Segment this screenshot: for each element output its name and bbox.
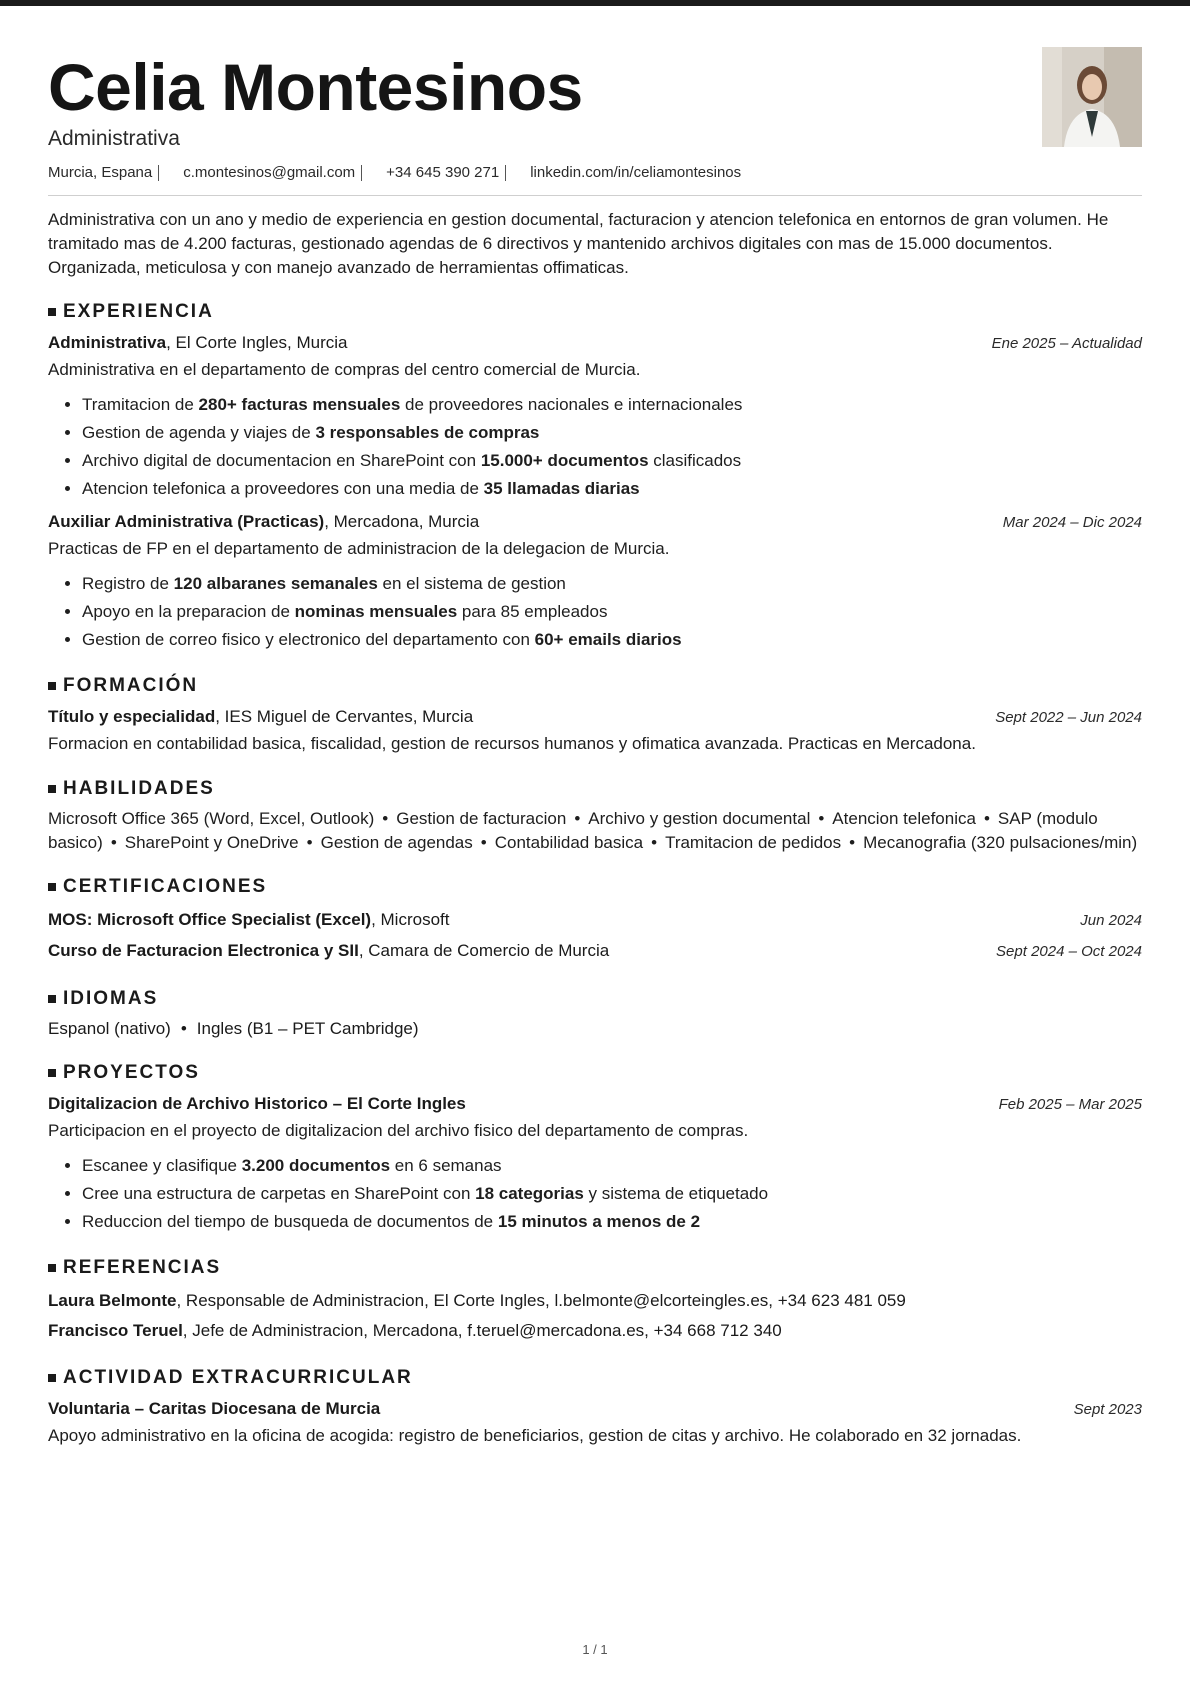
certification-dates: Sept 2024 – Oct 2024 [996, 943, 1142, 960]
section-title-idiomas [48, 987, 1142, 1011]
language-item: Ingles (B1 – PET Cambridge) [196, 1019, 419, 1038]
section-title-extracurricular [48, 1366, 1142, 1390]
section-title-text: HABILIDADES [63, 778, 215, 799]
activity-name: Voluntaria – Caritas Diocesana de Murcia [48, 1399, 381, 1418]
section-habilidades [48, 777, 1142, 855]
education-school: , IES Miguel de Cervantes, Murcia [215, 707, 474, 726]
contact-divider [361, 165, 362, 181]
job-achievements [48, 570, 1142, 654]
education-degree: Título y especialidad [48, 707, 216, 726]
project-title [48, 1091, 466, 1117]
bullet-highlight: 15 minutos a menos de 2 [497, 1212, 701, 1231]
bullet-text: en el sistema de gestion [377, 574, 566, 593]
section-certificaciones [48, 875, 1142, 967]
square-bullet-icon [48, 883, 56, 891]
section-title-certificaciones [48, 875, 1142, 899]
section-title-text: ACTIVIDAD EXTRACURRICULAR [63, 1367, 413, 1388]
project-achievements [48, 1152, 1142, 1236]
activity-header [48, 1396, 1142, 1423]
list-item [82, 1208, 1142, 1236]
certification-dates: Jun 2024 [1080, 912, 1142, 929]
education-description: Formacion en contabilidad basica, fiscalidad, gestion de recursos humanos y ofimatica avanzada. Practicas en Mercadona. [48, 734, 976, 753]
bullet-text: y sistema de etiquetado [583, 1184, 769, 1203]
project-entry [48, 1091, 1142, 1236]
skill-separator: • [849, 833, 856, 852]
job-position: Auxiliar Administrativa (Practicas) [48, 512, 325, 531]
certification-issuer: , Microsoft [371, 910, 450, 929]
bullet-text: Gestion de correo fisico y electronico del departamento con [82, 630, 535, 649]
contact-line [48, 164, 1142, 181]
job-company: , El Corte Ingles, Murcia [166, 333, 348, 352]
job-dates: Ene 2025 – Actualidad [991, 335, 1142, 352]
list-item [82, 570, 1142, 598]
header-divider [48, 195, 1142, 196]
square-bullet-icon [48, 995, 56, 1003]
reference-name: Laura Belmonte [48, 1291, 177, 1310]
job-entry [48, 509, 1142, 654]
square-bullet-icon [48, 1374, 56, 1382]
skill-separator: • [818, 809, 825, 828]
skill-item: Atencion telefonica [832, 809, 976, 828]
bullet-text: de proveedores nacionales e internacionales [400, 395, 743, 414]
job-description: Administrativa en el departamento de compras del centro comercial de Murcia. [48, 360, 641, 379]
bullet-text: Escanee y clasifique [82, 1156, 242, 1175]
certification-entry [48, 936, 1142, 967]
bullet-highlight: 3.200 documentos [241, 1156, 391, 1175]
bullet-text: Atencion telefonica a proveedores con una media de [82, 479, 484, 498]
section-proyectos [48, 1061, 1142, 1236]
skill-item: Tramitacion de pedidos [665, 833, 842, 852]
contact-divider [505, 165, 506, 181]
certification-title [48, 936, 609, 966]
languages-list [48, 1017, 1142, 1041]
section-title-referencias [48, 1256, 1142, 1280]
bullet-text: Registro de [82, 574, 174, 593]
reference-entry [48, 1286, 1142, 1316]
square-bullet-icon [48, 1069, 56, 1077]
skills-list [48, 807, 1142, 855]
job-position: Administrativa [48, 333, 167, 352]
profile-photo [1042, 47, 1142, 147]
resume-page [48, 50, 1142, 1449]
activity-dates: Sept 2023 [1073, 1401, 1142, 1418]
project-name: Digitalizacion de Archivo Historico – El Corte Ingles [48, 1094, 466, 1113]
certification-issuer: , Camara de Comercio de Murcia [358, 941, 610, 960]
certification-title [48, 905, 449, 935]
reference-details: , Responsable de Administracion, El Corte Ingles, l.belmonte@elcorteingles.es, +34 623 481 059 [176, 1291, 906, 1310]
certification-name: MOS: Microsoft Office Specialist (Excel) [48, 910, 372, 929]
skill-separator: • [110, 833, 117, 852]
job-title [48, 330, 348, 356]
bullet-highlight: nominas mensuales [294, 602, 458, 621]
section-idiomas [48, 987, 1142, 1041]
job-dates: Mar 2024 – Dic 2024 [1002, 514, 1142, 531]
contact-email[interactable]: c.montesinos@gmail.com [183, 164, 356, 181]
bullet-highlight: 18 categorias [475, 1184, 584, 1203]
language-item: Espanol (nativo) [48, 1019, 171, 1038]
reference-details: , Jefe de Administracion, Mercadona, f.teruel@mercadona.es, +34 668 712 340 [182, 1321, 782, 1340]
certification-entry [48, 905, 1142, 936]
skill-item: Archivo y gestion documental [588, 809, 811, 828]
education-header [48, 704, 1142, 731]
job-title [48, 509, 479, 535]
profile-summary: Administrativa con un ano y medio de experiencia en gestion documental, facturacion y atencion telefonica en entornos de gran volumen. He tramitado mas de 4.200 facturas, gestionado agendas de 6 directivos y mantenido archivos digitales con mas de 15.000 documentos. Organizada, meticulosa y con manejo avanzado de herramientas offimaticas. [48, 210, 1109, 277]
education-title [48, 704, 473, 730]
list-item [82, 1152, 1142, 1180]
section-title-experiencia [48, 300, 1142, 324]
section-title-text: PROYECTOS [63, 1062, 200, 1083]
section-title-text: FORMACIÓN [63, 675, 199, 696]
contact-phone[interactable]: +34 645 390 271 [386, 164, 500, 181]
job-achievements [48, 391, 1142, 503]
project-header [48, 1091, 1142, 1118]
bullet-text: Gestion de agenda y viajes de [82, 423, 316, 442]
list-item [82, 1180, 1142, 1208]
section-title-text: EXPERIENCIA [63, 301, 214, 322]
bullet-text: para 85 empleados [457, 602, 608, 621]
education-dates: Sept 2022 – Jun 2024 [995, 709, 1142, 726]
section-formacion [48, 674, 1142, 757]
bullet-text: en 6 semanas [390, 1156, 502, 1175]
skill-separator: • [651, 833, 658, 852]
bullet-text: Apoyo en la preparacion de [82, 602, 295, 621]
contact-divider [158, 165, 159, 181]
bullet-highlight: 35 llamadas diarias [483, 479, 640, 498]
list-item [82, 598, 1142, 626]
bullet-text: Tramitacion de [82, 395, 199, 414]
activity-title [48, 1396, 380, 1422]
section-title-habilidades [48, 777, 1142, 801]
section-title-text: CERTIFICACIONES [63, 876, 268, 897]
contact-location: Murcia, Espana [48, 164, 153, 181]
skill-item: SAP (modulo basico) [48, 809, 1098, 852]
bullet-highlight: 60+ emails diarios [534, 630, 682, 649]
skill-item: Microsoft Office 365 (Word, Excel, Outlook) [48, 809, 375, 828]
candidate-role: Administrativa [48, 127, 180, 150]
section-title-proyectos [48, 1061, 1142, 1085]
bullet-highlight: 15.000+ documentos [480, 451, 649, 470]
bullet-highlight: 3 responsables de compras [315, 423, 540, 442]
skill-separator: • [574, 809, 581, 828]
top-bar [0, 0, 1190, 6]
project-dates: Feb 2025 – Mar 2025 [998, 1096, 1142, 1113]
certification-name: Curso de Facturacion Electronica y SII [48, 941, 359, 960]
square-bullet-icon [48, 1264, 56, 1272]
skill-separator: • [480, 833, 487, 852]
square-bullet-icon [48, 308, 56, 316]
reference-entry [48, 1316, 1142, 1346]
section-title-text: REFERENCIAS [63, 1257, 222, 1278]
skill-item: SharePoint y OneDrive [124, 833, 299, 852]
reference-name: Francisco Teruel [48, 1321, 183, 1340]
activity-entry [48, 1396, 1142, 1449]
job-description: Practicas de FP en el departamento de administracion de la delegacion de Murcia. [48, 539, 670, 558]
page-number: 1 / 1 [582, 1642, 608, 1657]
job-header [48, 509, 1142, 536]
bullet-text: Cree una estructura de carpetas en SharePoint con [82, 1184, 476, 1203]
skill-item: Gestion de agendas [320, 833, 473, 852]
section-title-formacion [48, 674, 1142, 698]
section-title-text: IDIOMAS [63, 988, 159, 1009]
section-experiencia [48, 300, 1142, 654]
skill-item: Contabilidad basica [494, 833, 644, 852]
bullet-highlight: 120 albaranes semanales [173, 574, 378, 593]
list-item [82, 391, 1142, 419]
language-separator: • [180, 1019, 187, 1038]
activity-description: Apoyo administrativo en la oficina de acogida: registro de beneficiarios, gestion de citas y archivo. He colaborado en 32 jornadas. [48, 1426, 1022, 1445]
education-entry [48, 704, 1142, 757]
bullet-text: clasificados [648, 451, 742, 470]
bullet-text: Archivo digital de documentacion en SharePoint con [82, 451, 481, 470]
list-item [82, 626, 1142, 654]
job-entry [48, 330, 1142, 503]
candidate-name: Celia Montesinos [48, 50, 583, 124]
square-bullet-icon [48, 682, 56, 690]
project-description: Participacion en el proyecto de digitalizacion del archivo fisico del departamento de compras. [48, 1121, 749, 1140]
header [48, 50, 1142, 196]
skill-separator: • [983, 809, 990, 828]
bullet-text: Reduccion del tiempo de busqueda de documentos de [82, 1212, 498, 1231]
job-header [48, 330, 1142, 357]
job-company: , Mercadona, Murcia [324, 512, 480, 531]
skill-separator: • [306, 833, 313, 852]
skill-separator: • [382, 809, 389, 828]
section-extracurricular [48, 1366, 1142, 1449]
contact-linkedin[interactable]: linkedin.com/in/celiamontesinos [530, 164, 742, 181]
square-bullet-icon [48, 785, 56, 793]
list-item [82, 419, 1142, 447]
list-item [82, 447, 1142, 475]
list-item [82, 475, 1142, 503]
skill-item: Mecanografia (320 pulsaciones/min) [863, 833, 1138, 852]
skill-item: Gestion de facturacion [396, 809, 567, 828]
bullet-highlight: 280+ facturas mensuales [198, 395, 401, 414]
section-referencias [48, 1256, 1142, 1346]
